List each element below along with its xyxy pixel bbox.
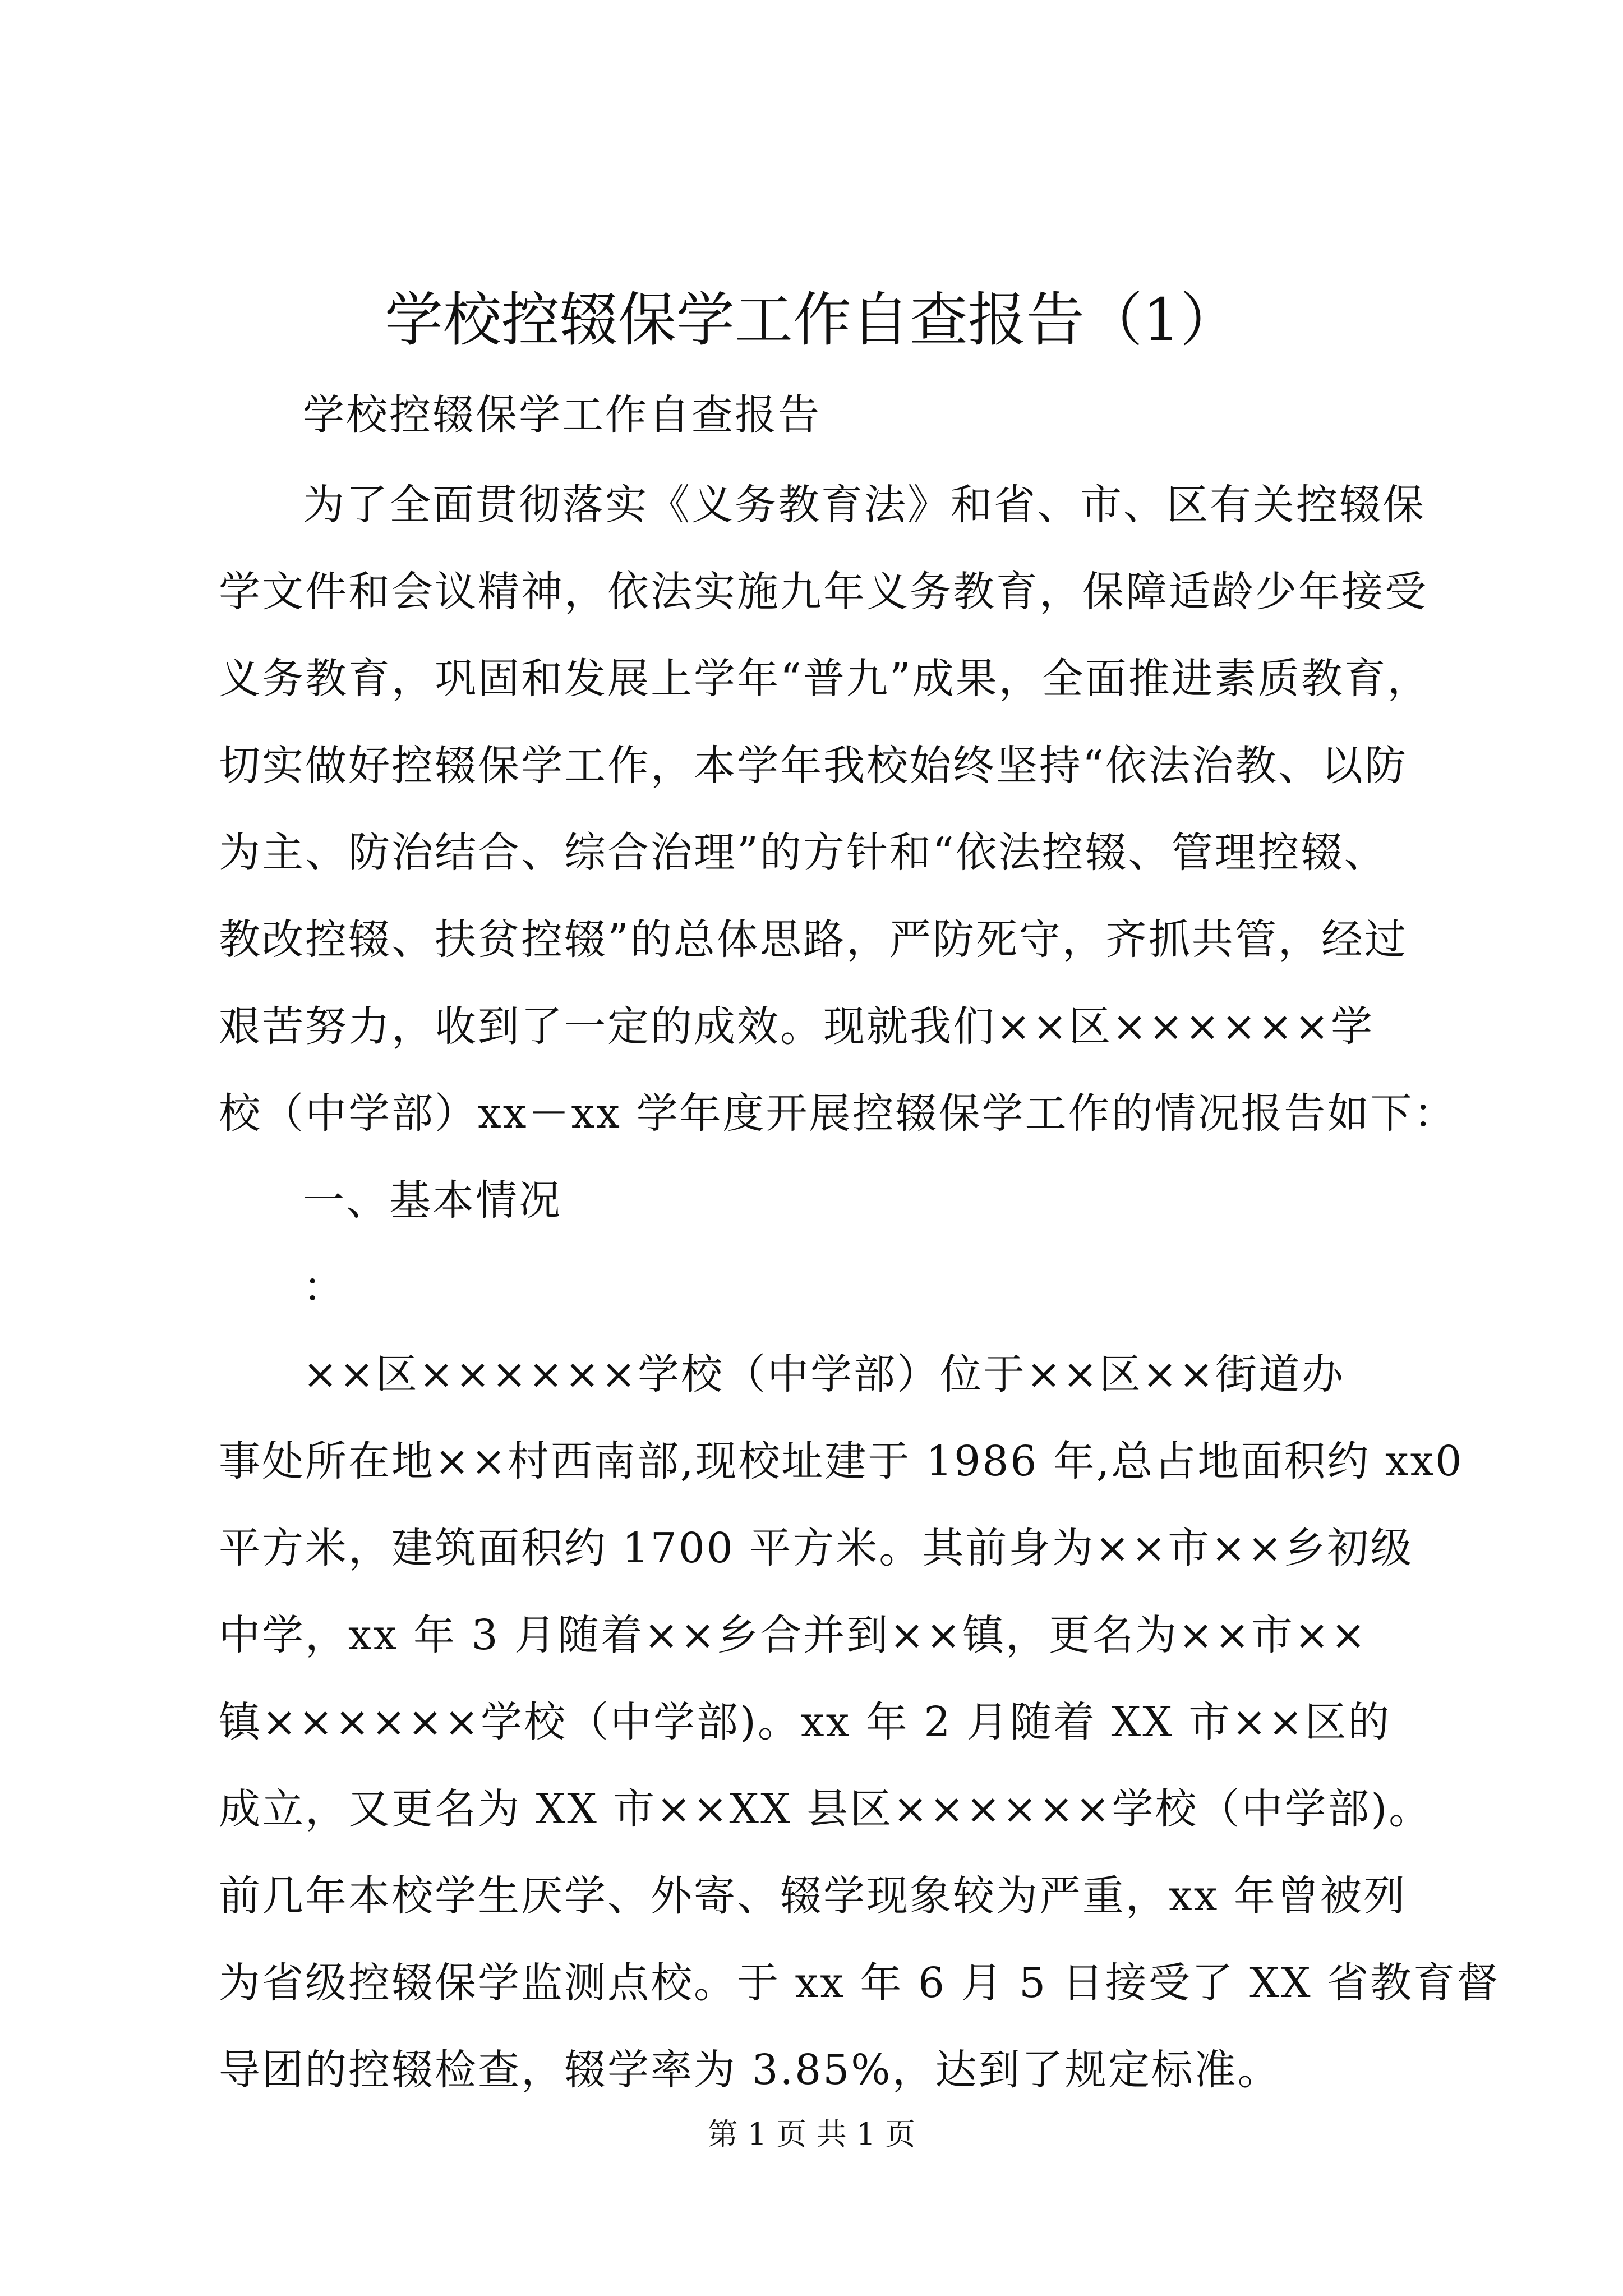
intro-line: 为了全面贯彻落实《义务教育法》和省、市、区有关控辍保 <box>303 481 1426 529</box>
body-line: ××区××××××学校（中学部）位于××区××街道办 <box>303 1350 1345 1398</box>
intro-line: 校（中学部）xx－xx 学年度开展控辍保学工作的情况报告如下： <box>219 1089 1457 1138</box>
body-line: 为省级控辍保学监测点校。于 xx 年 6 月 5 日接受了 XX 省教育督 <box>219 1959 1500 2007</box>
body-line: 事处所在地××村西南部,现校址建于 1986 年,总占地面积约 xx0 <box>219 1437 1464 1485</box>
document-subtitle: 学校控辍保学工作自查报告 <box>303 391 821 439</box>
intro-line: 教改控辍、扶贫控辍”的总体思路，严防死守，齐抓共管，经过 <box>219 915 1408 964</box>
section-heading: 一、基本情况 <box>303 1176 562 1225</box>
body-line: 中学，xx 年 3 月随着××乡合并到××镇，更名为××市×× <box>219 1611 1368 1659</box>
colon-line: ： <box>303 1263 346 1312</box>
body-line: 导团的控辍检查，辍学率为 3.85%，达到了规定标准。 <box>219 2046 1281 2094</box>
body-line: 前几年本校学生厌学、外寄、辍学现象较为严重，xx 年曾被列 <box>219 1872 1407 1920</box>
intro-line: 切实做好控辍保学工作，本学年我校始终坚持“依法治教、以防 <box>219 742 1408 790</box>
intro-line: 学文件和会议精神，依法实施九年义务教育，保障适龄少年接受 <box>219 568 1428 616</box>
document-title: 学校控辍保学工作自查报告（1） <box>384 286 1239 354</box>
intro-line: 为主、防治结合、综合治理”的方针和“依法控辍、管理控辍、 <box>219 829 1387 877</box>
body-line: 成立，又更名为 XX 市××XX 县区××××××学校（中学部)。 <box>219 1785 1432 1833</box>
body-line: 平方米，建筑面积约 1700 平方米。其前身为××市××乡初级 <box>219 1524 1414 1572</box>
intro-line: 义务教育，巩固和发展上学年“普九”成果，全面推进素质教育， <box>219 655 1431 703</box>
body-line: 镇××××××学校（中学部)。xx 年 2 月随着 XX 市××区的 <box>219 1698 1391 1746</box>
page-footer: 第 1 页 共 1 页 <box>707 2116 916 2152</box>
intro-line: 艰苦努力，收到了一定的成效。现就我们××区××××××学 <box>219 1002 1375 1051</box>
